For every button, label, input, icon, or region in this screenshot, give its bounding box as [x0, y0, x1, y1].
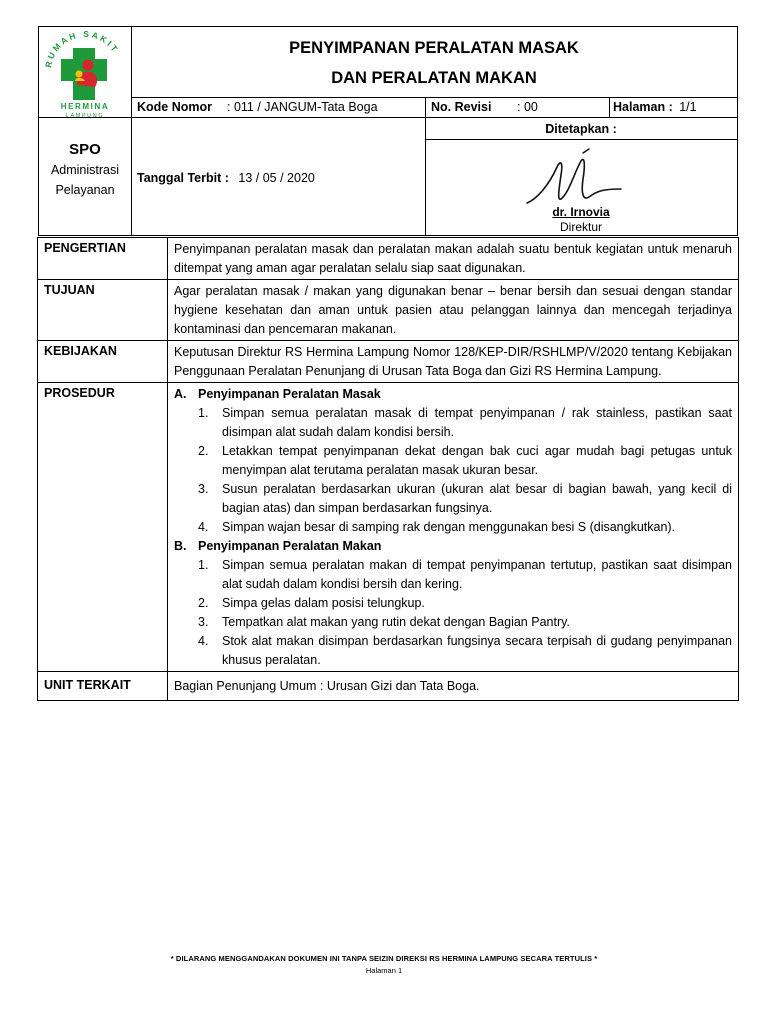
tanggal-value: 13 / 05 / 2020	[238, 171, 315, 185]
list-item	[174, 518, 732, 537]
signer-name: dr. Irnovia	[552, 205, 610, 219]
item-text: Susun peralatan berdasarkan ukuran (ukuran alat besar di bagian bawah, yang kecil di bagian atas) dan simpan berdasarkan fungsinya.	[222, 482, 732, 515]
item-number: 1.	[198, 406, 209, 420]
no-revisi	[431, 97, 601, 117]
item-number: 4.	[198, 520, 209, 534]
section-b-title: Penyimpanan Peralatan Makan	[198, 539, 382, 553]
halaman	[613, 97, 737, 117]
spo-block	[39, 118, 131, 235]
row-prosedur	[38, 382, 738, 671]
document-header	[38, 26, 738, 236]
spo-title: SPO	[69, 141, 101, 158]
signer-role: Direktur	[559, 220, 602, 234]
text-kebijakan: Keputusan Direktur RS Hermina Lampung Nomor 128/KEP-DIR/RSHLMP/V/2020 tentang Kebijakan Penggunaan Peralatan Penunjang di Urusan Tata Boga dan Gizi RS Hermina Lampung.	[174, 345, 732, 378]
list-item	[174, 442, 732, 480]
kode-value: : 011 / JANGUM-Tata Boga	[227, 100, 378, 114]
logo-city: LAMPUNG	[65, 113, 105, 118]
spo-subtitle-2: Pelayanan	[55, 183, 115, 197]
hermina-logo-icon	[39, 27, 131, 118]
prosedur-content	[168, 383, 738, 671]
label-tujuan: TUJUAN	[38, 280, 168, 340]
item-text: Simpan semua peralatan makan di tempat penyimpanan tertutup, pastikan saat disimpan alat sudah dalam kondisi bersih dan kering.	[222, 558, 732, 591]
list-item	[174, 480, 732, 518]
section-b-key: B.	[174, 539, 187, 553]
list-item	[174, 594, 732, 613]
item-text: Simpan wajan besar di samping rak dengan menggunakan besi S (disangkutkan).	[222, 520, 676, 534]
label-unit-terkait: UNIT TERKAIT	[38, 672, 168, 700]
item-text: Simpa gelas dalam posisi telungkup.	[222, 596, 425, 610]
signer-block	[425, 205, 737, 235]
halaman-label: Halaman :	[613, 100, 673, 114]
list-item	[174, 632, 732, 670]
title-line-1: PENYIMPANAN PERALATAN MASAK	[289, 39, 579, 57]
list-item	[174, 613, 732, 632]
section-a-heading	[174, 385, 732, 404]
divider	[609, 97, 610, 117]
item-number: 1.	[198, 558, 209, 572]
title-line-2: DAN PERALATAN MAKAN	[331, 69, 537, 87]
footer-page-number: Halaman 1	[365, 966, 403, 975]
item-text: Simpan semua peralatan masak di tempat penyimpanan / rak stainless, pastikan saat disimpan alat sudah dalam kondisi bersih.	[222, 406, 732, 439]
list-item	[174, 404, 732, 442]
text-tujuan: Agar peralatan masak / makan yang digunakan benar – benar bersih dan sesuai dengan standar hygiene kesehatan dan aman untuk pasien atau pelanggan lainnya dan mencegah terjadinya kontaminasi dan pencemaran makanan.	[174, 284, 732, 336]
item-number: 2.	[198, 596, 209, 610]
hospital-logo	[39, 27, 131, 118]
item-text: Stok alat makan disimpan berdasarkan fungsinya secara terpisah di gudang penyimpanan khusus peralatan.	[222, 634, 732, 667]
revisi-value: : 00	[517, 100, 538, 114]
kode-label: Kode Nomor	[137, 100, 212, 114]
halaman-value: 1/1	[679, 100, 697, 114]
row-tujuan	[38, 279, 738, 340]
item-number: 3.	[198, 482, 209, 496]
kode-nomor	[137, 97, 378, 117]
item-number: 3.	[198, 615, 209, 629]
section-a-key: A.	[174, 387, 187, 401]
label-kebijakan: KEBIJAKAN	[38, 341, 168, 382]
tanggal-terbit	[137, 171, 315, 185]
item-text: Tempatkan alat makan yang rutin dekat dengan Bagian Pantry.	[222, 615, 570, 629]
logo-name: HERMINA	[60, 102, 110, 111]
item-text: Letakkan tempat penyimpanan dekat dengan bak cuci agar mudah bagi petugas untuk menyimpan alat terutama peralatan masak ukuran besar.	[222, 444, 732, 477]
section-a-title: Penyimpanan Peralatan Masak	[198, 387, 381, 401]
revisi-label: No. Revisi	[431, 100, 492, 114]
text-unit-terkait: Bagian Penunjang Umum : Urusan Gizi dan Tata Boga.	[174, 679, 480, 693]
item-number: 2.	[198, 444, 209, 458]
row-unit-terkait	[38, 671, 738, 700]
section-b-heading	[174, 537, 732, 556]
list-item	[174, 556, 732, 594]
ditetapkan-label: Ditetapkan :	[545, 122, 617, 136]
spo-subtitle-1: Administrasi	[50, 163, 120, 177]
label-pengertian: PENGERTIAN	[38, 238, 168, 279]
spo-content-table	[37, 237, 739, 701]
footer-notice: * DILARANG MENGGANDAKAN DOKUMEN INI TANPA SEIZIN DIREKSI RS HERMINA LAMPUNG SECARA TERTULIS *	[170, 954, 598, 963]
tanggal-label: Tanggal Terbit :	[137, 171, 229, 185]
label-prosedur: PROSEDUR	[38, 383, 168, 671]
text-pengertian: Penyimpanan peralatan masak dan peralatan makan adalah suatu bentuk kegiatan untuk menaruh ditempat yang aman agar peralatan selalu siap saat digunakan.	[174, 242, 732, 275]
item-number: 4.	[198, 634, 209, 648]
row-pengertian	[38, 238, 738, 279]
row-kebijakan	[38, 340, 738, 382]
document-title	[131, 27, 737, 97]
logo-arc-text: RUMAH SAKIT	[43, 28, 122, 69]
